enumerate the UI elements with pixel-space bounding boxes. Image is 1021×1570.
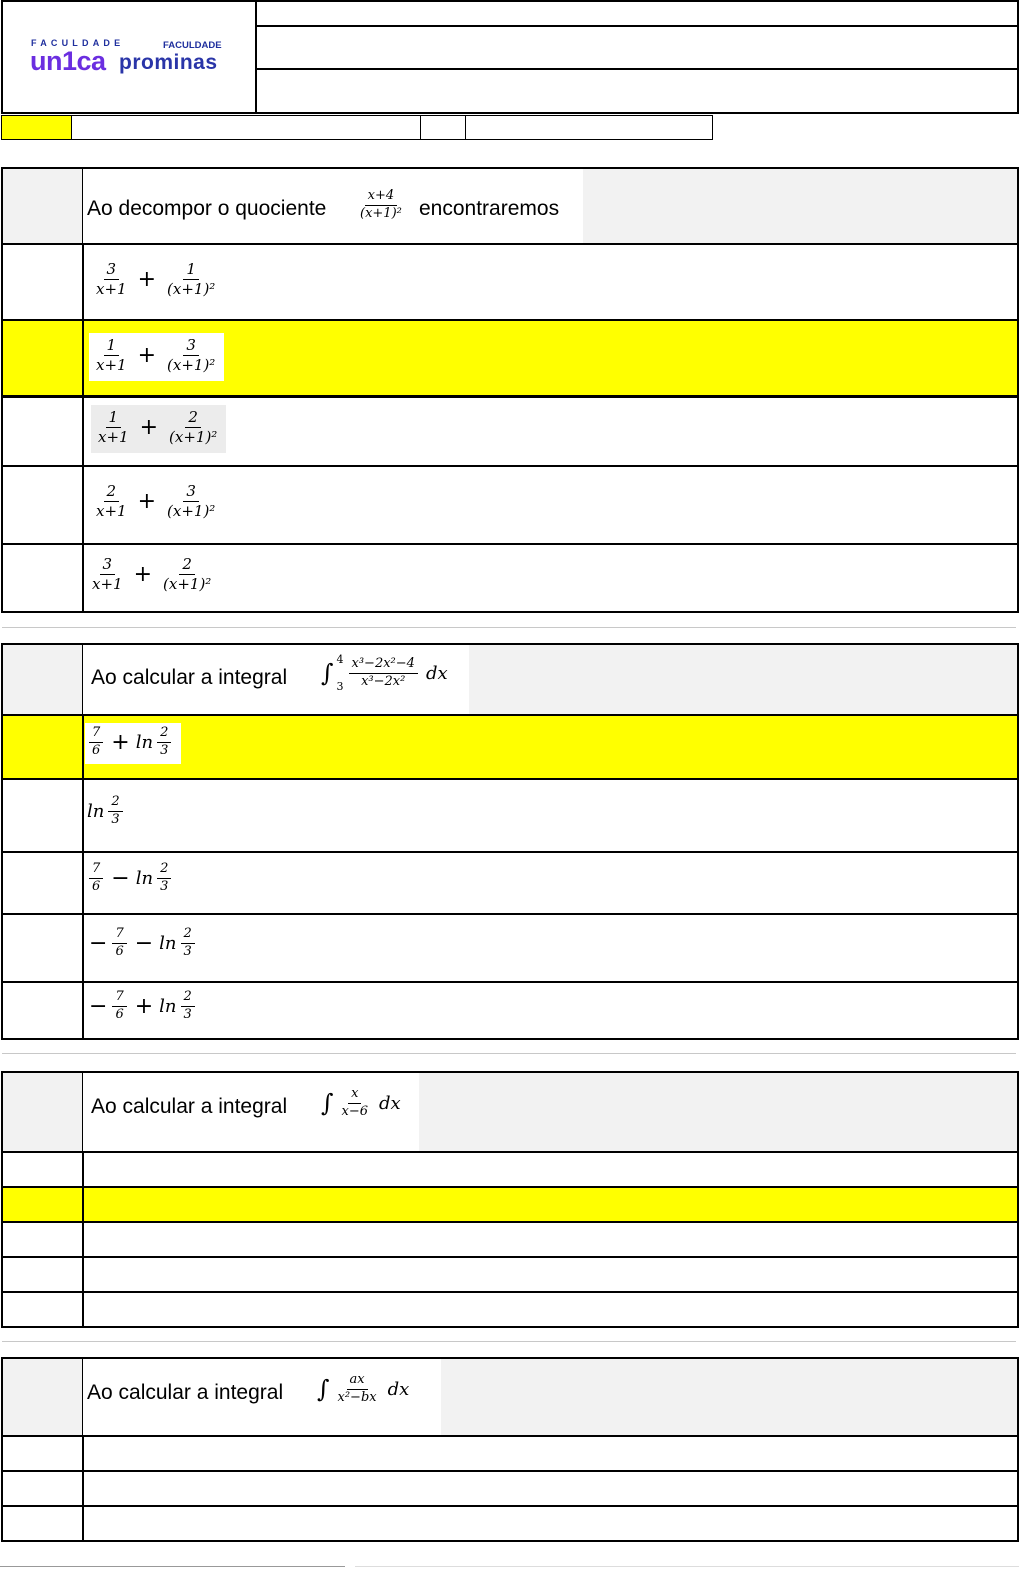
info-cell-date (465, 115, 713, 140)
q2-dx: dx (425, 662, 448, 684)
q2-prompt-text: Ao calcular a integral (91, 666, 288, 689)
logo-prominas: prominas (119, 51, 218, 74)
q2-upper-limit: 4 (336, 653, 344, 666)
operator-sign: − (134, 930, 154, 956)
q1-quotient-den: (x+1)² (360, 205, 402, 221)
q2-option-expression (85, 924, 205, 965)
q2-opt-frac-den: 6 (115, 1006, 124, 1022)
q2-opt-ln-den: 3 (160, 742, 169, 758)
q3-prompt-box (83, 1073, 419, 1151)
q2-integral: ∫ 4 3 $\frac{\text{x³−2x²−4}}{\text{x³−2x²}}$ dx (321, 653, 448, 693)
q1-quotient (355, 189, 407, 222)
q2-opt-frac-den: 6 (115, 943, 124, 959)
minus-sign: − (89, 993, 108, 1019)
option-number-cell (3, 1258, 84, 1291)
q1-option-row[interactable] (1, 395, 1019, 467)
q4-prompt-box (83, 1359, 441, 1435)
q1-number-cell (3, 169, 84, 243)
q1-opt-a-den: x+1 (98, 428, 129, 447)
logo-area (1, 0, 257, 114)
q1-opt-b-num: 3 (183, 483, 199, 502)
q2-option-row[interactable] (1, 851, 1019, 915)
q2-opt-ln-num: 2 (157, 862, 171, 879)
header-row-1 (256, 0, 1019, 27)
q3-option-row[interactable] (1, 1256, 1019, 1293)
q2-opt-ln: ln (159, 932, 177, 954)
q2-prompt-box (83, 645, 469, 714)
q2-option-expression (85, 723, 181, 764)
q4-header-row (1, 1357, 1019, 1437)
q1-prompt-after: encontraremos (419, 197, 560, 220)
plus-sign: + (137, 267, 157, 293)
separator (2, 627, 1016, 628)
minus-sign: − (89, 930, 108, 956)
q2-opt-ln-num: 2 (108, 795, 122, 812)
plus-sign: + (137, 489, 157, 515)
q2-opt-ln-den: 3 (160, 878, 169, 894)
q2-opt-ln-num: 2 (181, 990, 195, 1007)
q1-header-row (1, 167, 1019, 245)
q4-integrand-num: ax (347, 1373, 368, 1390)
option-number-cell (3, 1437, 84, 1470)
operator-sign: + (111, 729, 130, 755)
q1-opt-a-num: 1 (106, 409, 122, 428)
q2-integrand-num: x³−2x²−4 (349, 657, 418, 674)
q1-option-row[interactable] (1, 465, 1019, 545)
q2-opt-frac-num: 7 (112, 990, 126, 1007)
q1-quotient-num: x+4 (365, 189, 398, 206)
q1-prompt-box (83, 169, 583, 243)
q1-opt-b-den: (x+1)² (163, 575, 212, 594)
q1-option-expression (91, 405, 226, 453)
q2-header-row (1, 643, 1019, 716)
q2-opt-frac-den: 6 (92, 878, 101, 894)
q3-integrand-den: x−6 (341, 1103, 369, 1119)
q1-option-expression (85, 552, 220, 600)
q3-option-row[interactable] (1, 1221, 1019, 1258)
q2-number-cell (3, 645, 84, 714)
q3-option-row[interactable] (1, 1151, 1019, 1188)
q2-opt-ln-den: 3 (183, 1006, 192, 1022)
q4-number-cell (3, 1359, 84, 1435)
operator-sign: + (134, 993, 154, 1019)
logo-faculdade-right: FACULDADE (163, 40, 222, 51)
q1-opt-a-num: 3 (100, 556, 116, 575)
q3-number-cell (3, 1073, 84, 1151)
option-number-cell (3, 1507, 84, 1540)
option-number-cell (3, 1293, 84, 1326)
q2-opt-frac-num: 7 (112, 927, 126, 944)
q2-option-row[interactable] (1, 913, 1019, 983)
info-cell-small (420, 115, 466, 140)
q4-option-row[interactable] (1, 1435, 1019, 1472)
q2-opt-ln-den: 3 (111, 811, 120, 827)
option-number-cell (3, 1153, 84, 1186)
plus-sign: + (133, 562, 153, 588)
q3-integral: ∫ $\frac{x}{x-6}$ dx (321, 1086, 401, 1119)
option-number-cell (3, 1472, 84, 1505)
option-number-cell (3, 321, 84, 396)
info-cell-yellow (1, 115, 72, 140)
plus-sign: + (137, 343, 157, 369)
q1-opt-b-num: 3 (183, 337, 199, 356)
q3-dx: dx (379, 1092, 401, 1114)
q2-opt-frac-num: 7 (89, 862, 103, 879)
q3-header-row (1, 1071, 1019, 1153)
q4-integral: ∫ $\frac{ax}{\text{x²−bx}}$ dx (317, 1372, 410, 1405)
q3-option-row-highlighted[interactable] (1, 1186, 1019, 1223)
q1-opt-a-num: 1 (104, 337, 120, 356)
q3-integrand-num: x (348, 1087, 361, 1104)
q2-opt-ln: ln (135, 731, 154, 753)
q2-opt-ln: ln (159, 995, 177, 1017)
q4-integrand-den: x²−bx (337, 1389, 377, 1405)
q2-opt-frac-den: 6 (92, 742, 101, 758)
q1-option-expression (89, 333, 224, 381)
info-cell-name (71, 115, 421, 140)
logo-faculdade-left: FACULDADE (31, 38, 125, 48)
q1-opt-b-num: 2 (185, 409, 201, 428)
option-number-cell (3, 245, 84, 320)
q2-opt-ln-num: 2 (181, 927, 195, 944)
option-number-cell (3, 545, 84, 611)
option-number-cell (3, 716, 84, 778)
q1-opt-a-num: 3 (104, 261, 120, 280)
option-number-cell (3, 915, 84, 981)
q2-option-expression (85, 859, 181, 900)
q1-prompt-text: Ao decompor o quociente (87, 197, 327, 220)
q2-integrand-den: x³−2x² (361, 673, 406, 689)
option-number-cell (3, 853, 84, 913)
q1-option-row-highlighted[interactable] (1, 319, 1019, 398)
option-number-cell (3, 397, 84, 465)
q2-lower-limit: 3 (336, 680, 344, 693)
operator-sign: − (111, 865, 130, 891)
q2-option-row[interactable] (1, 778, 1019, 853)
q2-opt-ln-num: 2 (157, 726, 171, 743)
q1-opt-a-den: x+1 (92, 575, 123, 594)
q1-opt-a-num: 2 (104, 483, 120, 502)
q1-option-expression (89, 257, 224, 305)
separator (2, 1053, 1016, 1054)
option-number-cell (3, 467, 84, 543)
q2-opt-ln: ln (87, 800, 105, 822)
logo-unica: un1ca (30, 46, 106, 76)
q4-dx: dx (387, 1378, 410, 1400)
q1-opt-a-den: x+1 (96, 280, 127, 299)
q4-prompt-text: Ao calcular a integral (87, 1381, 284, 1404)
plus-sign: + (139, 415, 159, 441)
q1-opt-b-den: (x+1)² (169, 428, 218, 447)
q4-option-row[interactable] (1, 1505, 1019, 1542)
q1-option-row[interactable] (1, 543, 1019, 613)
header-row-2 (256, 25, 1019, 70)
q3-option-row[interactable] (1, 1291, 1019, 1328)
q2-opt-ln: ln (135, 867, 154, 889)
q1-opt-b-num: 1 (183, 261, 199, 280)
q2-opt-ln-den: 3 (183, 943, 192, 959)
footer-line-left (0, 1566, 345, 1567)
q2-option-expression (85, 792, 133, 833)
q1-opt-b-den: (x+1)² (167, 280, 216, 299)
q1-opt-b-num: 2 (179, 556, 195, 575)
q2-option-row[interactable] (1, 981, 1019, 1040)
q2-option-expression (85, 987, 205, 1028)
q1-opt-a-den: x+1 (96, 356, 127, 375)
q1-option-expression (89, 479, 224, 527)
option-number-cell (3, 1223, 84, 1256)
option-number-cell (3, 1188, 84, 1221)
footer-line-right (355, 1566, 1019, 1567)
q2-opt-frac-num: 7 (89, 726, 103, 743)
q1-opt-a-den: x+1 (96, 502, 127, 521)
option-number-cell (3, 780, 84, 851)
q4-option-row[interactable] (1, 1470, 1019, 1507)
separator (2, 1341, 1016, 1342)
q2-option-row-highlighted[interactable] (1, 714, 1019, 780)
q1-option-row[interactable] (1, 243, 1019, 322)
option-number-cell (3, 983, 84, 1038)
q3-prompt-text: Ao calcular a integral (91, 1095, 288, 1118)
q1-opt-b-den: (x+1)² (167, 356, 216, 375)
q1-opt-b-den: (x+1)² (167, 502, 216, 521)
